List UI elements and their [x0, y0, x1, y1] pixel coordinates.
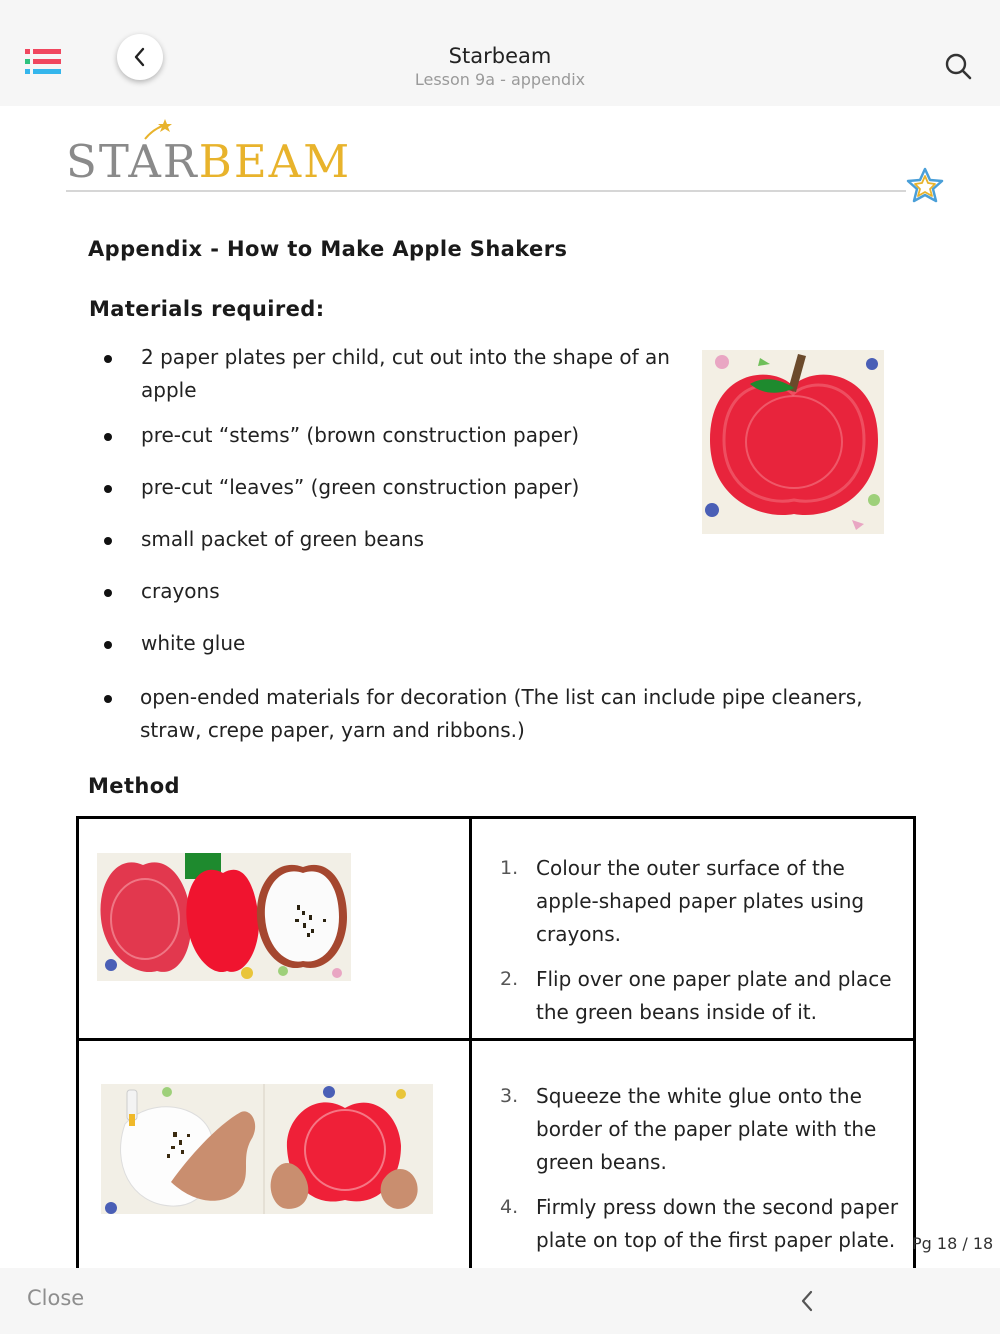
close-button[interactable]: Close — [27, 1286, 85, 1310]
bullet — [104, 433, 112, 441]
materials-heading: Materials required: — [89, 297, 325, 321]
top-bar — [0, 0, 1000, 106]
chevron-left-icon — [133, 47, 147, 67]
starbeam-logo: STARBEAM — [66, 135, 352, 188]
bottom-bar — [0, 1268, 1000, 1334]
page-indicator: Pg 18 / 18 — [912, 1234, 994, 1253]
star-outline-icon — [905, 166, 945, 204]
gluing-plates-photo — [101, 1084, 433, 1214]
table-divider — [76, 1038, 916, 1041]
table-border — [76, 816, 916, 819]
method-heading: Method — [88, 774, 180, 798]
document-page: STARBEAM Appendix - How to Make Apple Shakers Materials required: 2 paper plates per child, cut out into the shape of an apple pre-cut “stems” (brown construction paper) pre-cut “leaves” (green construction paper) small packet of green beans crayons white glue open-ended materials for decoration (The list can include pipe cleaners, straw, crepe paper, yarn and ribbons.) Method 1. Colour the outer surface of the apple-shaped paper plates using crayons. 2. Flip over one paper plate and place the green beans inside of it. 3. Squeeze the white glue onto the border of the paper plate with the green beans. 4. Firmly press down the second paper plate on top of the first paper plate. Pg 18 / 18 — [0, 106, 1000, 1268]
table-divider — [469, 816, 472, 1268]
bullet — [104, 589, 112, 597]
list-menu-icon[interactable] — [24, 46, 62, 78]
bullet — [104, 355, 112, 363]
table-border — [76, 816, 79, 1268]
appendix-heading: Appendix - How to Make Apple Shakers — [88, 237, 568, 261]
method-table: 1. Colour the outer surface of the apple-shaped paper plates using crayons. 2. Flip over one paper plate and place the green beans inside of it. 3. Squeeze the white glue onto the border of the paper plate with the green beans. 4. Firmly press down the second paper plate on top of the first paper plate. — [76, 816, 916, 1268]
search-icon[interactable] — [944, 52, 972, 80]
coloured-plates-photo — [97, 853, 351, 981]
lesson-subtitle: Lesson 9a - appendix — [414, 70, 586, 89]
logo-divider — [66, 190, 906, 192]
app-title: Starbeam — [448, 44, 552, 68]
table-border — [913, 816, 916, 1268]
back-button[interactable] — [117, 34, 163, 80]
chevron-left-icon[interactable] — [796, 1288, 820, 1314]
bullet — [104, 695, 112, 703]
bullet — [104, 485, 112, 493]
apple-shaker-photo — [702, 350, 884, 534]
title-block — [300, 43, 700, 91]
bullet — [104, 641, 112, 649]
bullet — [104, 537, 112, 545]
